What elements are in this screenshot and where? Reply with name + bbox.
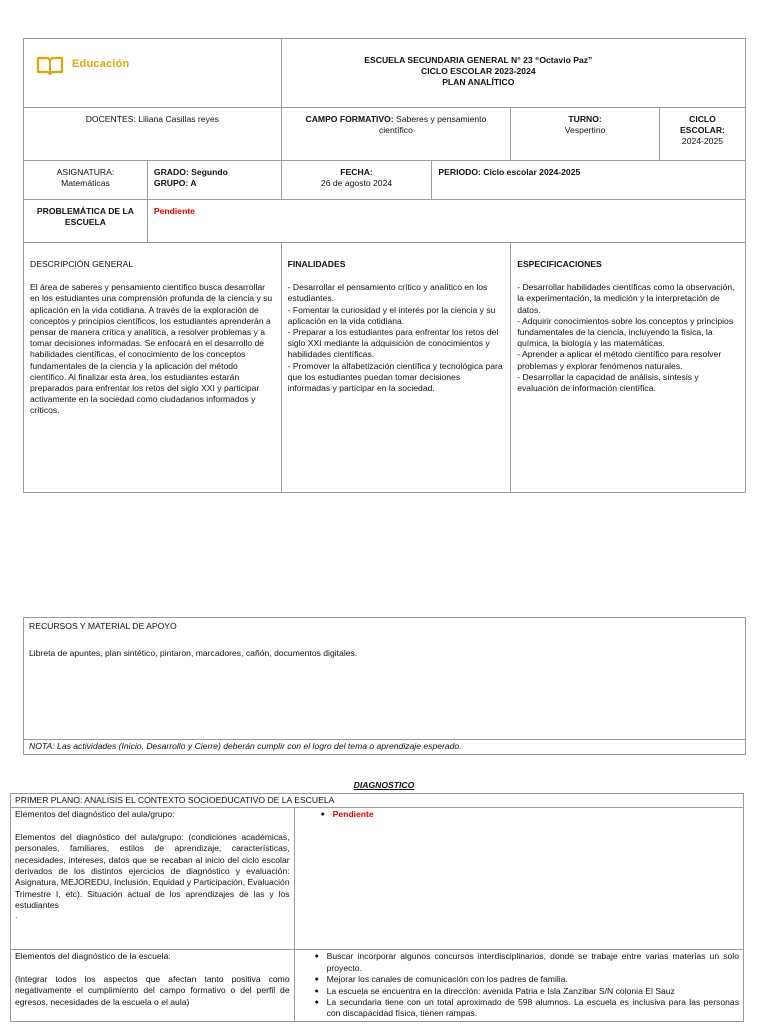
especificaciones-item: - Aprender a aplicar el método científico para resolver problemas y explorar fenómenos naturales. bbox=[517, 349, 722, 371]
fecha-value: 26 de agosto 2024 bbox=[320, 178, 393, 189]
campo-formativo-value: Saberes y pensamiento científico bbox=[378, 114, 487, 136]
docentes-cell bbox=[24, 108, 282, 161]
fecha-label: FECHA: bbox=[340, 167, 373, 177]
recursos-body: Libreta de apuntes, plan sintético, pintaron, marcadores, cañón, documentos digitales. bbox=[29, 648, 358, 658]
diagnostico-escuela-cell bbox=[11, 950, 295, 1021]
finalidades-item: - Fomentar la curiosidad y el interés por la ciencia y su aplicación en la vida cotidiana. bbox=[287, 304, 496, 326]
problematica-label-cell bbox=[24, 200, 148, 243]
campo-formativo-label: CAMPO FORMATIVO: bbox=[305, 114, 394, 124]
education-logo bbox=[36, 55, 129, 75]
school-cycle: CICLO ESCOLAR 2023-2024 bbox=[421, 66, 536, 77]
escuela-title: Elementos del diagnóstico de la escuela: bbox=[15, 951, 171, 962]
asignatura-cell bbox=[24, 161, 148, 200]
turno-cell bbox=[511, 108, 660, 161]
grupo-label: GRUPO: A bbox=[153, 178, 197, 189]
diagnostico-table bbox=[10, 793, 744, 1022]
logo-cell bbox=[24, 39, 282, 108]
plan-header-table bbox=[23, 38, 746, 493]
descripcion-general-cell bbox=[24, 243, 282, 493]
plan-title: PLAN ANALÍTICO bbox=[442, 77, 515, 88]
docentes-label: DOCENTES: Liliana Casillas reyes bbox=[85, 114, 219, 124]
recursos-box bbox=[23, 617, 746, 755]
periodo-label: PERIODO: Ciclo escolar 2024-2025 bbox=[438, 167, 581, 177]
especificaciones-cell bbox=[511, 243, 746, 493]
problematica-value: Pendiente bbox=[153, 206, 195, 216]
diagnostico-aula-value-cell bbox=[294, 808, 743, 950]
primer-plano-label: PRIMER PLANO: ANALISIS EL CONTEXTO SOCIOEDUCATIVO DE LA ESCUELA bbox=[15, 795, 335, 805]
finalidades-item: - Preparar a los estudiantes para enfrentar los retos del siglo XXI mediante la adquisición de conocimientos y habilidades científicas. bbox=[287, 327, 499, 360]
descripcion-title: DESCRIPCIÓN GENERAL bbox=[30, 259, 134, 269]
grado-grupo-cell bbox=[147, 161, 281, 200]
grado-label: GRADO: Segundo bbox=[153, 167, 228, 177]
escuela-item: ● Buscar incorporar algunos concursos interdisciplinarios, donde se trabaje entre varias materias un solo proyecto. bbox=[315, 951, 739, 974]
aula-title: Elementos del diagnóstico del aula/grupo: bbox=[15, 809, 175, 820]
campo-formativo-cell bbox=[281, 108, 511, 161]
especificaciones-item: - Desarrollar la capacidad de análisis, síntesis y evaluación de información científica. bbox=[517, 371, 699, 394]
ciclo-escolar-value: 2024-2025 bbox=[681, 136, 724, 147]
primer-plano-cell bbox=[11, 794, 744, 808]
asignatura-value: Matemáticas bbox=[61, 178, 110, 189]
finalidades-item: - Promover la alfabetización científica y tecnológica para que los estudiantes puedan tomar decisiones informadas y participar en la sociedad. bbox=[287, 360, 503, 394]
diagnostico-title: DIAGNOSTICO bbox=[353, 780, 415, 790]
recursos-divider bbox=[24, 739, 745, 740]
escuela-item: ● Mejorar los canales de comunicación con los padres de familia. bbox=[315, 974, 739, 985]
turno-value: Vespertino bbox=[564, 125, 606, 136]
periodo-cell bbox=[432, 161, 746, 200]
problematica-label: PROBLEMÁTICA DE LA ESCUELA bbox=[36, 206, 134, 228]
especificaciones-item: - Adquirir conocimientos sobre los conceptos y principios fundamentales de la ciencia, incluyendo la física, la química, la biología y las matemáticas. bbox=[517, 315, 734, 349]
turno-label: TURNO: bbox=[568, 114, 602, 124]
escuela-item: ● La escuela se encuentra en la dirección: avenida Patria e Isla Zanzibar S/N colonia El Sauz bbox=[315, 986, 739, 997]
diagnostico-escuela-list-cell bbox=[294, 950, 743, 1021]
ciclo-escolar-cell bbox=[659, 108, 745, 161]
school-name: ESCUELA SECUNDARIA GENERAL N° 23 “Octavio Paz” bbox=[364, 55, 593, 65]
logo-text: Educación bbox=[72, 58, 130, 71]
aula-body: Elementos del diagnóstico del aula/grupo: (condiciones académicas, personales, familiares, estilos de aprendizaje, características, necesidades, intereses, datos que se recaban al inicio del ciclo escolar derivados de los distintos ejercicios de diagnóstico y evaluación: Asignatura, MEJOREDU, Inclusión, Equidad y Participación, Evaluación Trimestre I, etc). Situación actual de los aprendizajes de las y los estudiantes bbox=[15, 831, 290, 911]
escuela-item: ● La secundaria tiene con un total aproximado de 598 alumnos. La escuela es inclusiva para las personas con discapacidad física, tienen rampas. bbox=[315, 997, 739, 1020]
school-title-cell bbox=[281, 39, 745, 108]
problematica-value-cell bbox=[147, 200, 745, 243]
finalidades-cell bbox=[281, 243, 511, 493]
finalidades-item: - Desarrollar el pensamiento crítico y analítico en los estudiantes. bbox=[287, 282, 488, 304]
especificaciones-title: ESPECIFICACIONES bbox=[517, 259, 602, 269]
recursos-title: RECURSOS Y MATERIAL DE APOYO bbox=[29, 621, 177, 631]
open-book-icon bbox=[36, 55, 64, 75]
aula-value: Pendiente bbox=[332, 809, 374, 820]
aula-dot: . bbox=[15, 909, 18, 920]
recursos-note: NOTA: Las actividades (Inicio, Desarrollo y Cierre) deberán cumplir con el logro del tema o aprendizaje esperado. bbox=[29, 741, 462, 751]
ciclo-escolar-label: CICLO ESCOLAR: bbox=[680, 114, 725, 136]
finalidades-title: FINALIDADES bbox=[287, 259, 346, 269]
diagnostico-aula-cell bbox=[11, 808, 295, 950]
fecha-cell bbox=[281, 161, 432, 200]
descripcion-body: El área de saberes y pensamiento científico busca desarrollar en los estudiantes una comprensión profunda de la ciencia y su aplicación en la vida cotidiana. A través de la exploración de conceptos y principios científicos, los estudiantes aprenderán a pensar de manera crítica y analítica, a resolver problemas y a tomar decisiones informadas. Se enfocará en el desarrollo de habilidades científicas, el conocimiento de los conceptos fundamentales de la ciencia y la aplicación del método científico. Al finalizar esta área, los estudiantes estarán preparados para enfrentar los retos del siglo XXI y participar activamente en la sociedad como ciudadanos informados y críticos. bbox=[30, 282, 273, 416]
asignatura-label: ASIGNATURA: bbox=[56, 167, 115, 177]
especificaciones-item: - Desarrollar habilidades científicas como la observación, la experimentación, la medición y la interpretación de datos. bbox=[517, 282, 735, 315]
escuela-body: (Integrar todos los aspectos que afectan tanto positiva como negativamente el cumplimiento del campo formativo o del perfil de egresos, necesidades de la escuela o el aula) bbox=[15, 973, 290, 1007]
